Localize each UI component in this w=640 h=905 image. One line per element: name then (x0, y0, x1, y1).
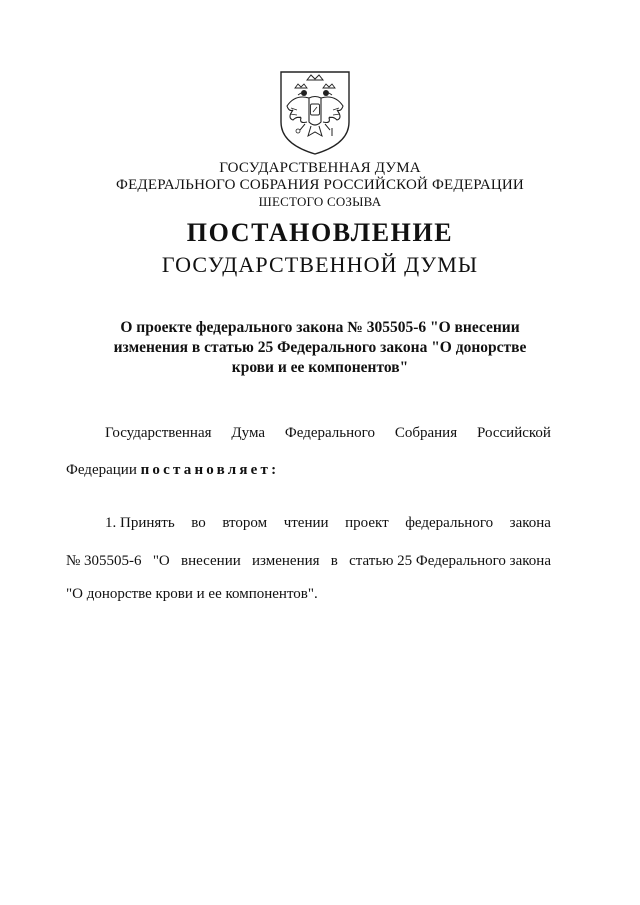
item1-word: "О (152, 553, 170, 569)
item1-word: внесении (181, 553, 241, 569)
preamble-word: Государственная (105, 425, 212, 441)
item1-word: изменения (252, 553, 320, 569)
item1-word: в (330, 553, 338, 569)
item1-word: 1. Принять (105, 515, 175, 531)
item1-word: № 305505-6 (66, 553, 142, 569)
preamble-resolves: постановляет: (140, 462, 280, 478)
subject-line-1: О проекте федерального закона № 305505-6 "О внесении (120, 319, 520, 336)
preamble-word: Федерального (284, 425, 375, 441)
item1-word: федерального (405, 515, 494, 531)
preamble-word: Дума (231, 425, 266, 441)
header-duma: ГОСУДАРСТВЕННАЯ ДУМА (219, 160, 421, 176)
item1-line-2 (66, 553, 551, 570)
header-convocation: ШЕСТОГО СОЗЫВА (258, 194, 382, 209)
preamble-line-2 (66, 462, 279, 479)
item1-word: закона (509, 515, 551, 531)
item1-word: чтении (283, 515, 329, 531)
item1-line-3: "О донорстве крови и ее компонентов". (66, 586, 318, 602)
coat-of-arms-icon (275, 66, 355, 156)
header-federal-assembly: ФЕДЕРАЛЬНОГО СОБРАНИЯ РОССИЙСКОЙ ФЕДЕРАЦИИ (116, 177, 524, 193)
item1-word: статью 25 Федерального закона (349, 553, 551, 569)
preamble-word: Собрания (394, 425, 458, 441)
subject-line-3: крови и ее компонентов" (231, 359, 409, 376)
document-type-title: ПОСТАНОВЛЕНИЕ (186, 218, 454, 247)
item1-word: проект (345, 515, 389, 531)
item1-word: во (191, 515, 206, 531)
preamble-federation: Федерации (66, 462, 137, 478)
document-issuer: ГОСУДАРСТВЕННОЙ ДУМЫ (161, 252, 479, 277)
preamble-word: Российской (477, 425, 551, 441)
subject-line-2: изменения в статью 25 Федерального закона "О донорстве (113, 339, 527, 356)
preamble-line-1 (105, 425, 551, 442)
item1-line-1 (105, 515, 551, 532)
item1-word: втором (222, 515, 268, 531)
